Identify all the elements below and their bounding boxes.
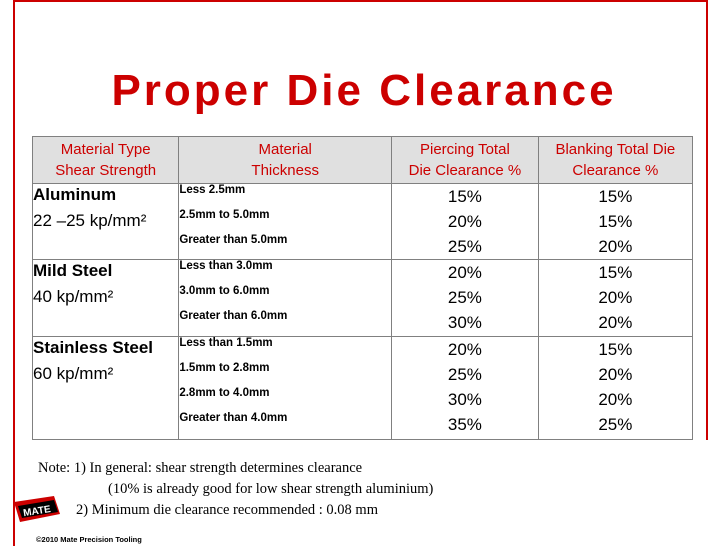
- material-cell: [33, 184, 179, 260]
- piercing-value: 20%: [447, 263, 482, 282]
- thickness-value: 1.5mm to 2.8mm: [179, 362, 270, 374]
- table-row: [33, 337, 693, 440]
- logo-text: MATE: [22, 504, 52, 520]
- piercing-value: 30%: [447, 313, 482, 332]
- table-header-row: [33, 137, 693, 184]
- material-cell: [33, 260, 179, 337]
- piercing-value: 25%: [447, 237, 482, 256]
- blanking-cell: [538, 337, 692, 440]
- shear-strength: 22 –25 kp/mm²: [33, 211, 147, 230]
- blanking-value: 15%: [598, 340, 633, 359]
- notes-block: [38, 458, 433, 521]
- blanking-value: 15%: [598, 212, 633, 231]
- note-line: (10% is already good for low shear strength aluminium): [108, 481, 434, 497]
- blanking-cell: [538, 260, 692, 337]
- piercing-value: 35%: [447, 415, 482, 434]
- blanking-value: 25%: [598, 415, 633, 434]
- thickness-value: Greater than 6.0mm: [179, 310, 288, 322]
- thickness-value: Less than 3.0mm: [179, 260, 273, 272]
- material-name: Stainless Steel: [33, 338, 154, 357]
- piercing-value: 30%: [447, 390, 482, 409]
- copyright-text: ©2010 Mate Precision Tooling: [36, 535, 142, 544]
- top-border: [13, 0, 708, 2]
- blanking-value: 20%: [598, 313, 633, 332]
- header-material-type: Material Type Shear Strength: [33, 137, 179, 184]
- header-blanking: Blanking Total Die Clearance %: [538, 137, 692, 184]
- piercing-cell: [392, 184, 539, 260]
- note-line: Note: 1) In general: shear strength determines clearance: [38, 460, 363, 476]
- thickness-value: 3.0mm to 6.0mm: [179, 285, 270, 297]
- clearance-table: [32, 136, 693, 440]
- table-row: [33, 184, 693, 260]
- piercing-value: 20%: [447, 212, 482, 231]
- thickness-value: 2.8mm to 4.0mm: [179, 387, 270, 399]
- shear-strength: 60 kp/mm²: [33, 364, 114, 383]
- table-row: [33, 260, 693, 337]
- thickness-value: 2.5mm to 5.0mm: [179, 209, 270, 221]
- thickness-value: Greater than 5.0mm: [179, 234, 288, 246]
- material-cell: [33, 337, 179, 440]
- header-thickness: Material Thickness: [179, 137, 392, 184]
- material-name: Mild Steel: [33, 261, 113, 280]
- blanking-value: 20%: [598, 237, 633, 256]
- blanking-value: 15%: [598, 187, 633, 206]
- piercing-cell: [392, 260, 539, 337]
- material-name: Aluminum: [33, 185, 117, 204]
- page-title: Proper Die Clearance: [111, 66, 617, 115]
- mate-logo-icon: [14, 494, 62, 528]
- piercing-value: 15%: [447, 187, 482, 206]
- piercing-value: 25%: [447, 365, 482, 384]
- blanking-value: 20%: [598, 365, 633, 384]
- piercing-value: 25%: [447, 288, 482, 307]
- thickness-cell: [179, 184, 392, 260]
- blanking-value: 20%: [598, 390, 633, 409]
- thickness-value: Less 2.5mm: [179, 184, 246, 196]
- thickness-cell: [179, 337, 392, 440]
- thickness-cell: [179, 260, 392, 337]
- blanking-value: 20%: [598, 288, 633, 307]
- piercing-cell: [392, 337, 539, 440]
- piercing-value: 20%: [447, 340, 482, 359]
- shear-strength: 40 kp/mm²: [33, 287, 114, 306]
- thickness-value: Greater than 4.0mm: [179, 412, 288, 424]
- blanking-cell: [538, 184, 692, 260]
- header-piercing: Piercing Total Die Clearance %: [392, 137, 539, 184]
- thickness-value: Less than 1.5mm: [179, 337, 273, 349]
- note-line: 2) Minimum die clearance recommended : 0.08 mm: [76, 502, 378, 518]
- blanking-value: 15%: [598, 263, 633, 282]
